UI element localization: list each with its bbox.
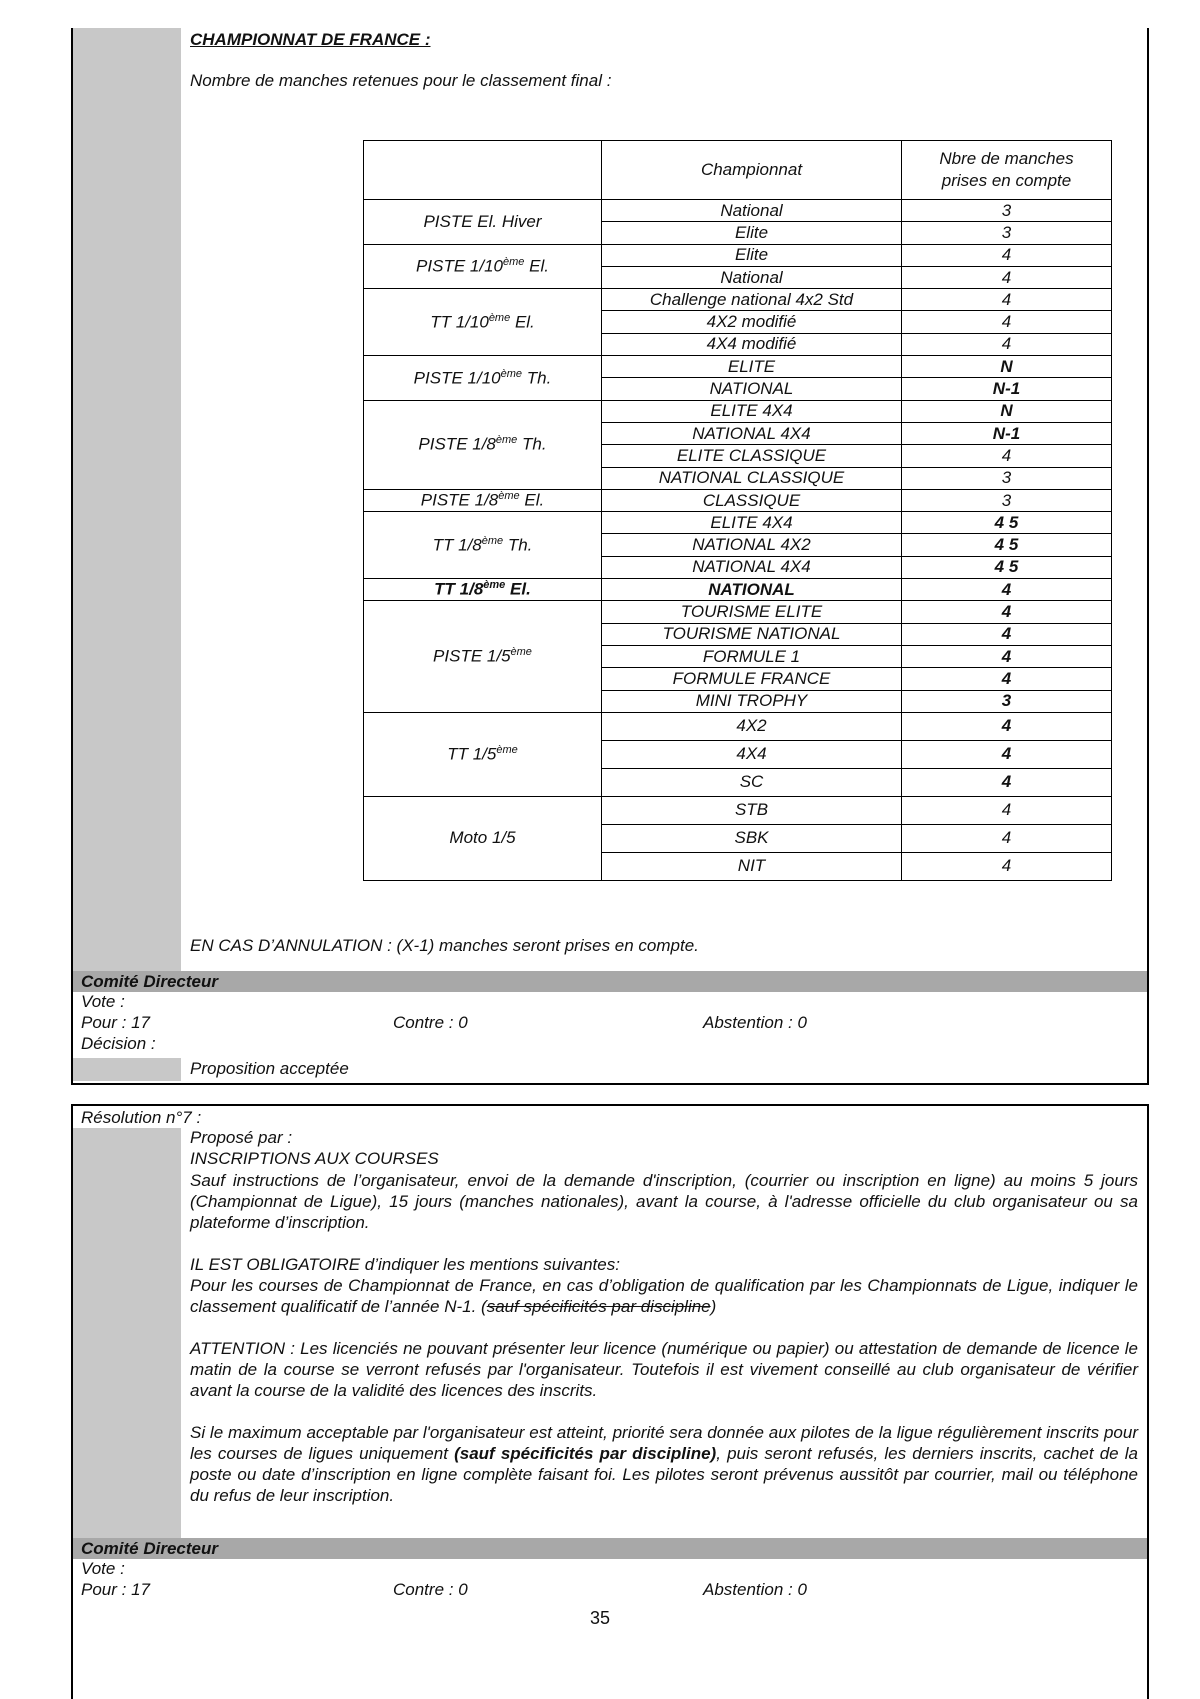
table-row	[364, 489, 1112, 511]
table-row	[364, 244, 1112, 266]
championship-cell: 4X2 modifié	[602, 311, 902, 333]
championship-cell: CLASSIQUE	[602, 489, 902, 511]
rounds-cell: N	[902, 356, 1112, 378]
vote-pour: Pour : 17	[81, 1580, 150, 1599]
rounds-cell: 4	[902, 852, 1112, 880]
category-cell: TT 1/10ème El.	[364, 289, 602, 356]
category-cell: TT 1/5ème	[364, 712, 602, 796]
section-title: CHAMPIONNAT DE FRANCE :	[190, 30, 431, 49]
section-intro: Nombre de manches retenues pour le classement final :	[190, 71, 612, 90]
vote-label: Vote :	[81, 992, 125, 1011]
table-header-rounds: Nbre de manches prises en compte	[902, 141, 1112, 200]
category-cell: PISTE 1/8ème Th.	[364, 400, 602, 489]
championship-cell: ELITE 4X4	[602, 512, 902, 534]
rounds-cell: 4 5	[902, 512, 1112, 534]
paragraph-2: IL EST OBLIGATOIRE d’indiquer les mentions suivantes: Pour les courses de Championnat de France, en cas d’obligation de qualification par les Championnats de Ligue, indiquer le classement qualificatif de l’année N-1. (sauf spécificités par discipline)	[190, 1255, 1138, 1316]
championship-cell: Elite	[602, 244, 902, 266]
championship-cell: NATIONAL	[602, 579, 902, 601]
rounds-cell: 4	[902, 740, 1112, 768]
rounds-cell: 4	[902, 289, 1112, 311]
championship-cell: 4X2	[602, 712, 902, 740]
rounds-cell: 4	[902, 266, 1112, 288]
rounds-cell: 4 5	[902, 534, 1112, 556]
resolution-label: Résolution n°7 :	[81, 1108, 202, 1127]
table-header-row	[364, 141, 1112, 200]
rounds-cell: 4	[902, 579, 1112, 601]
table-row	[364, 796, 1112, 824]
championship-cell: National	[602, 266, 902, 288]
committee-bar: Comité Directeur	[73, 1538, 1147, 1559]
championship-cell: STB	[602, 796, 902, 824]
table-header-category	[364, 141, 602, 200]
table-row	[364, 601, 1112, 623]
committee-bar: Comité Directeur	[73, 971, 1147, 992]
rounds-cell: 4	[902, 244, 1112, 266]
championship-cell: TOURISME ELITE	[602, 601, 902, 623]
championship-cell: NIT	[602, 852, 902, 880]
category-cell: PISTE 1/10ème El.	[364, 244, 602, 289]
category-cell: TT 1/8ème El.	[364, 579, 602, 601]
table-row	[364, 512, 1112, 534]
championship-cell: Elite	[602, 222, 902, 244]
championship-cell: FORMULE FRANCE	[602, 668, 902, 690]
rounds-cell: 4	[902, 445, 1112, 467]
decision-label: Décision :	[81, 1034, 156, 1053]
rounds-cell: N-1	[902, 378, 1112, 400]
paragraph-1: Sauf instructions de l’organisateur, envoi de la demande d'inscription, (courrier ou inscription en ligne) au moins 5 jours (Championnat de Ligue), 15 jours (manches nationales), avant la course, à l'adresse officielle du club organisateur ou sa plateforme d’inscription.	[190, 1171, 1138, 1232]
category-cell: PISTE 1/5ème	[364, 601, 602, 712]
category-cell: PISTE El. Hiver	[364, 200, 602, 245]
table-row	[364, 356, 1112, 378]
table-header-championship: Championnat	[602, 141, 902, 200]
resolution-block-1	[71, 28, 1149, 1085]
rounds-cell: 4	[902, 333, 1112, 355]
vote-contre: Contre : 0	[393, 1013, 468, 1032]
rounds-cell: 4	[902, 668, 1112, 690]
championship-cell: NATIONAL 4X4	[602, 422, 902, 444]
championship-cell: Challenge national 4x2 Std	[602, 289, 902, 311]
paragraph-2-heading: IL EST OBLIGATOIRE d’indiquer les mentions suivantes:	[190, 1255, 620, 1274]
paragraph-3: ATTENTION : Les licenciés ne pouvant présenter leur licence (numérique ou papier) ou attestation de demande de licence le matin de la course se verront refusés par l'organisateur. Toutefois il est vivement conseillé au club organisateur de vérifier avant la course de la validité des licences des inscrits.	[190, 1339, 1138, 1400]
rounds-cell: 3	[902, 200, 1112, 222]
vote-abstention: Abstention : 0	[703, 1013, 807, 1032]
championship-cell: MINI TROPHY	[602, 690, 902, 712]
proposed-by: Proposé par :	[190, 1128, 293, 1147]
championship-cell: NATIONAL	[602, 378, 902, 400]
paragraph-4: Si le maximum acceptable par l'organisateur est atteint, priorité sera donnée aux pilotes de la ligue régulièrement inscrits pour les courses de ligues uniquement (sauf spécificités par discipline), puis seront refusés, les derniers inscrits, cachet de la poste ou date d’inscription en ligne complète faisant foi. Les pilotes seront prévenus aussitôt par courrier, mail ou téléphone du refus de leur inscription.	[190, 1423, 1138, 1505]
rounds-cell: N	[902, 400, 1112, 422]
left-gray-column	[73, 1128, 181, 1538]
resolution-title: INSCRIPTIONS AUX COURSES	[190, 1149, 439, 1168]
paragraph-2-body: Pour les courses de Championnat de France, en cas d’obligation de qualification par les Championnats de Ligue, indiquer le classement qualificatif de l’année N-1. (	[190, 1276, 1138, 1316]
decision-text: Proposition acceptée	[190, 1059, 349, 1078]
rounds-cell: 4	[902, 712, 1112, 740]
category-cell: PISTE 1/10ème Th.	[364, 356, 602, 401]
rounds-cell: 3	[902, 467, 1112, 489]
table-row	[364, 289, 1112, 311]
championship-cell: National	[602, 200, 902, 222]
championship-cell: 4X4	[602, 740, 902, 768]
rounds-cell: 4	[902, 623, 1112, 645]
championship-cell: FORMULE 1	[602, 645, 902, 667]
category-cell: Moto 1/5	[364, 796, 602, 880]
championship-cell: NATIONAL 4X4	[602, 556, 902, 578]
rounds-cell: 3	[902, 222, 1112, 244]
championship-cell: 4X4 modifié	[602, 333, 902, 355]
championship-cell: ELITE 4X4	[602, 400, 902, 422]
rounds-cell: 3	[902, 489, 1112, 511]
category-cell: PISTE 1/8ème El.	[364, 489, 602, 511]
championship-cell: SC	[602, 768, 902, 796]
championship-cell: TOURISME NATIONAL	[602, 623, 902, 645]
rounds-cell: N-1	[902, 422, 1112, 444]
vote-abstention: Abstention : 0	[703, 1580, 807, 1599]
rounds-cell: 4	[902, 645, 1112, 667]
table-row	[364, 712, 1112, 740]
rounds-cell: 4	[902, 796, 1112, 824]
table-row	[364, 579, 1112, 601]
rounds-cell: 4	[902, 768, 1112, 796]
rounds-cell: 4	[902, 601, 1112, 623]
rounds-cell: 4	[902, 824, 1112, 852]
category-cell: TT 1/8ème Th.	[364, 512, 602, 579]
vote-pour: Pour : 17	[81, 1013, 150, 1032]
rounds-cell: 4	[902, 311, 1112, 333]
rounds-cell: 3	[902, 690, 1112, 712]
championship-cell: NATIONAL CLASSIQUE	[602, 467, 902, 489]
left-gray-column	[73, 28, 181, 982]
championship-cell: ELITE CLASSIQUE	[602, 445, 902, 467]
championship-table	[363, 140, 1112, 881]
annulation-note: EN CAS D’ANNULATION : (X-1) manches seront prises en compte.	[190, 936, 699, 955]
table-row	[364, 200, 1112, 222]
vote-label: Vote :	[81, 1559, 125, 1578]
championship-cell: SBK	[602, 824, 902, 852]
page-number: 35	[589, 1608, 611, 1628]
vote-contre: Contre : 0	[393, 1580, 468, 1599]
championship-cell: ELITE	[602, 356, 902, 378]
rounds-cell: 4 5	[902, 556, 1112, 578]
paragraph-2-strikethrough: sauf spécificités par discipline	[486, 1297, 711, 1316]
championship-cell: NATIONAL 4X2	[602, 534, 902, 556]
table-row	[364, 400, 1112, 422]
